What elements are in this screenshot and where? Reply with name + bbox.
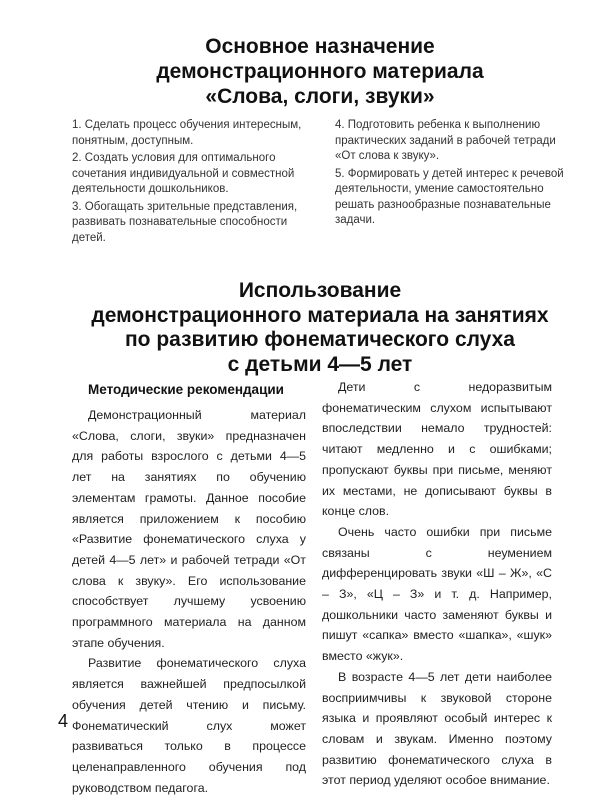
goal-item: 2. Создать условия для оптимального сочетания индивидуальной и совместной деятельности дошкольников. <box>72 152 295 195</box>
section1-title <box>60 34 580 109</box>
body-paragraph: В возрасте 4—5 лет дети наиболее восприимчивы к звуковой стороне языка и проявляют особый интерес к словам и звукам. Именно поэтому развитию фонематического слуха в этот период уделяют особое внимание. <box>322 669 552 788</box>
goal-item: 3. Обогащать зрительные представления, развивать познавательные способности детей. <box>72 200 298 244</box>
body-column-left <box>72 405 306 798</box>
goals-list-right <box>335 118 565 231</box>
page-number: 4 <box>58 711 69 731</box>
goals-list-left <box>72 118 310 248</box>
section2-title-line: по развитию фонематического слуха <box>125 328 515 351</box>
section2-title-line: с детьми 4—5 лет <box>227 352 413 376</box>
goal-item: 5. Формировать у детей интерес к речевой деятельности, умение самостоятельно решать разнообразные познавательные задачи. <box>335 167 564 226</box>
section2-title-line: демонстрационного материала на занятиях <box>91 303 549 327</box>
methodical-recommendations-heading: Методические рекомендации <box>88 382 284 397</box>
section1-title-line: Основное назначение <box>205 35 435 58</box>
section2-title-line: Использование <box>238 279 402 302</box>
goal-item: 4. Подготовить ребенка к выполнению практических заданий в рабочей тетради «От слова к звуку». <box>335 119 556 162</box>
body-paragraph: Демонстрационный материал «Слова, слоги, звуки» предназначен для работы взрослого с детьми 4—5 лет на занятиях по обучению элементам грамоты. Данное пособие является приложением к пособию «Развитие фонематического слуха у детей 4—5 лет» и рабочей тетради «От слова к звуку». Его использование способствует лучшему усвоению программного материала на данном этапе обучения. <box>72 408 306 650</box>
section1-title-line: демонстрационного материала <box>156 60 484 83</box>
body-column-right <box>322 377 552 791</box>
section1-title-line: «Слова, слоги, звуки» <box>205 85 435 108</box>
body-paragraph: Очень часто ошибки при письме связаны с неумением дифференцировать звуки «Ш – Ж», «С – З», «Ц – З» и т. д. Например, дошкольники часто заменяют буквы и пишут «сапка» вместо «шапка», «шук» вместо «жук». <box>322 524 552 664</box>
body-paragraph: Развитие фонематического слуха является важнейшей предпосылкой обучения детей чтению и письму. Фонематический слух может развиваться только в процессе целенаправленного обучения под руководством педагога. <box>72 656 306 795</box>
body-paragraph: Дети с недоразвитым фонематическим слухом испытывают впоследствии немало трудностей: читают медленно и с ошибками; пропускают буквы при письме, меняют их местами, не дописывают буквы в конце слов. <box>322 380 552 519</box>
section2-title <box>40 279 600 377</box>
goal-item: 1. Сделать процесс обучения интересным, понятным, доступным. <box>72 119 302 147</box>
